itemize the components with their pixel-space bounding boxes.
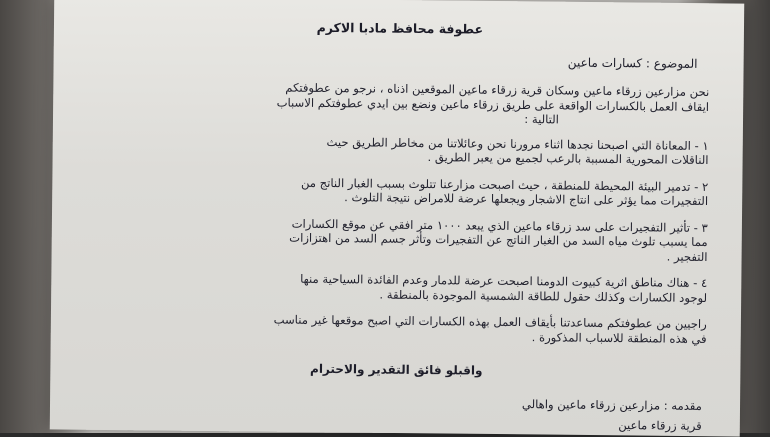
point-line: الناقلات المحورية المسببة بالرعب لجميع من يعبر الطريق . bbox=[427, 150, 709, 167]
signature-village: قرية زرقاء ماعين bbox=[618, 418, 702, 433]
point-line: لوجود الكسارات وكذلك حقول للطاقة الشمسية الموجودة بالمنطقة . bbox=[379, 287, 708, 305]
signature-block bbox=[86, 389, 702, 435]
letter-document bbox=[86, 12, 710, 436]
signature-submitted-by: مقدمه : مزارعين زرقاء ماعين واهالي bbox=[521, 397, 703, 413]
request-line: راجيين من عطوفتكم مساعدتنا بأيقاف العمل بهذه الكسارات التي اصبح موقعها غير مناسب bbox=[273, 312, 707, 331]
letter-subject: الموضوع : كسارات ماعين bbox=[567, 55, 698, 71]
point-line: مما يسبب تلوث مياه السد من الغبار الناتج عن التفجيرات وتأثر جسم السد من اهتزازات bbox=[289, 230, 708, 249]
point-line: ٤ - هناك مناطق اثرية كبيوت الدومنا اصبحت عرضة للدمار وعدم الفائدة السياحية منها bbox=[300, 271, 708, 290]
intro-line: نحن مزارعين زرقاء ماعين وسكان قرية زرقاء ماعين الموقعين اذناه ، نرجو من عطوفتكم bbox=[285, 80, 710, 99]
point-line: التفجير . bbox=[666, 249, 708, 264]
point-4 bbox=[87, 269, 707, 304]
request-paragraph bbox=[87, 310, 707, 345]
point-3 bbox=[87, 214, 707, 264]
point-line: ٢ - تدمير البيئة المحيطة للمنطقة ، حيث اصبحت مزارعنا تتلوث بسبب الغبار الناتج من bbox=[300, 175, 709, 194]
intro-paragraph bbox=[89, 79, 709, 129]
point-line: ١ - المعاناة التي اصبحنا نجدها اثناء مرورنا نحن وعائلاتنا من مخاطر الطريق حيث bbox=[326, 134, 709, 153]
intro-line: التالية : bbox=[524, 112, 560, 127]
point-line: ٣ - تأثير التفجيرات على سد زرقاء ماعين الذي يبعد ١٠٠٠ متر افقي عن موقع الكسارات bbox=[291, 216, 708, 235]
request-line: في هذه المنطقة للاسباب المذكورة . bbox=[531, 329, 707, 346]
closing-line: واقبلو فائق التقدير والاحترام bbox=[309, 361, 483, 378]
point-line: التفجيرات مما يؤثر على انتاج الاشجار ويجعلها عرضة للامراض نتيجة التلوث . bbox=[344, 190, 709, 208]
intro-line: ايقاف العمل بالكسارات الواقعة على طريق زرقاء ماعين ونضع بين ايدي عطوفتكم الاسباب bbox=[276, 94, 710, 114]
letter-title: عطوفة محافظ مادبا الاكرم bbox=[316, 19, 484, 37]
point-2 bbox=[88, 173, 708, 208]
point-1 bbox=[88, 132, 708, 167]
